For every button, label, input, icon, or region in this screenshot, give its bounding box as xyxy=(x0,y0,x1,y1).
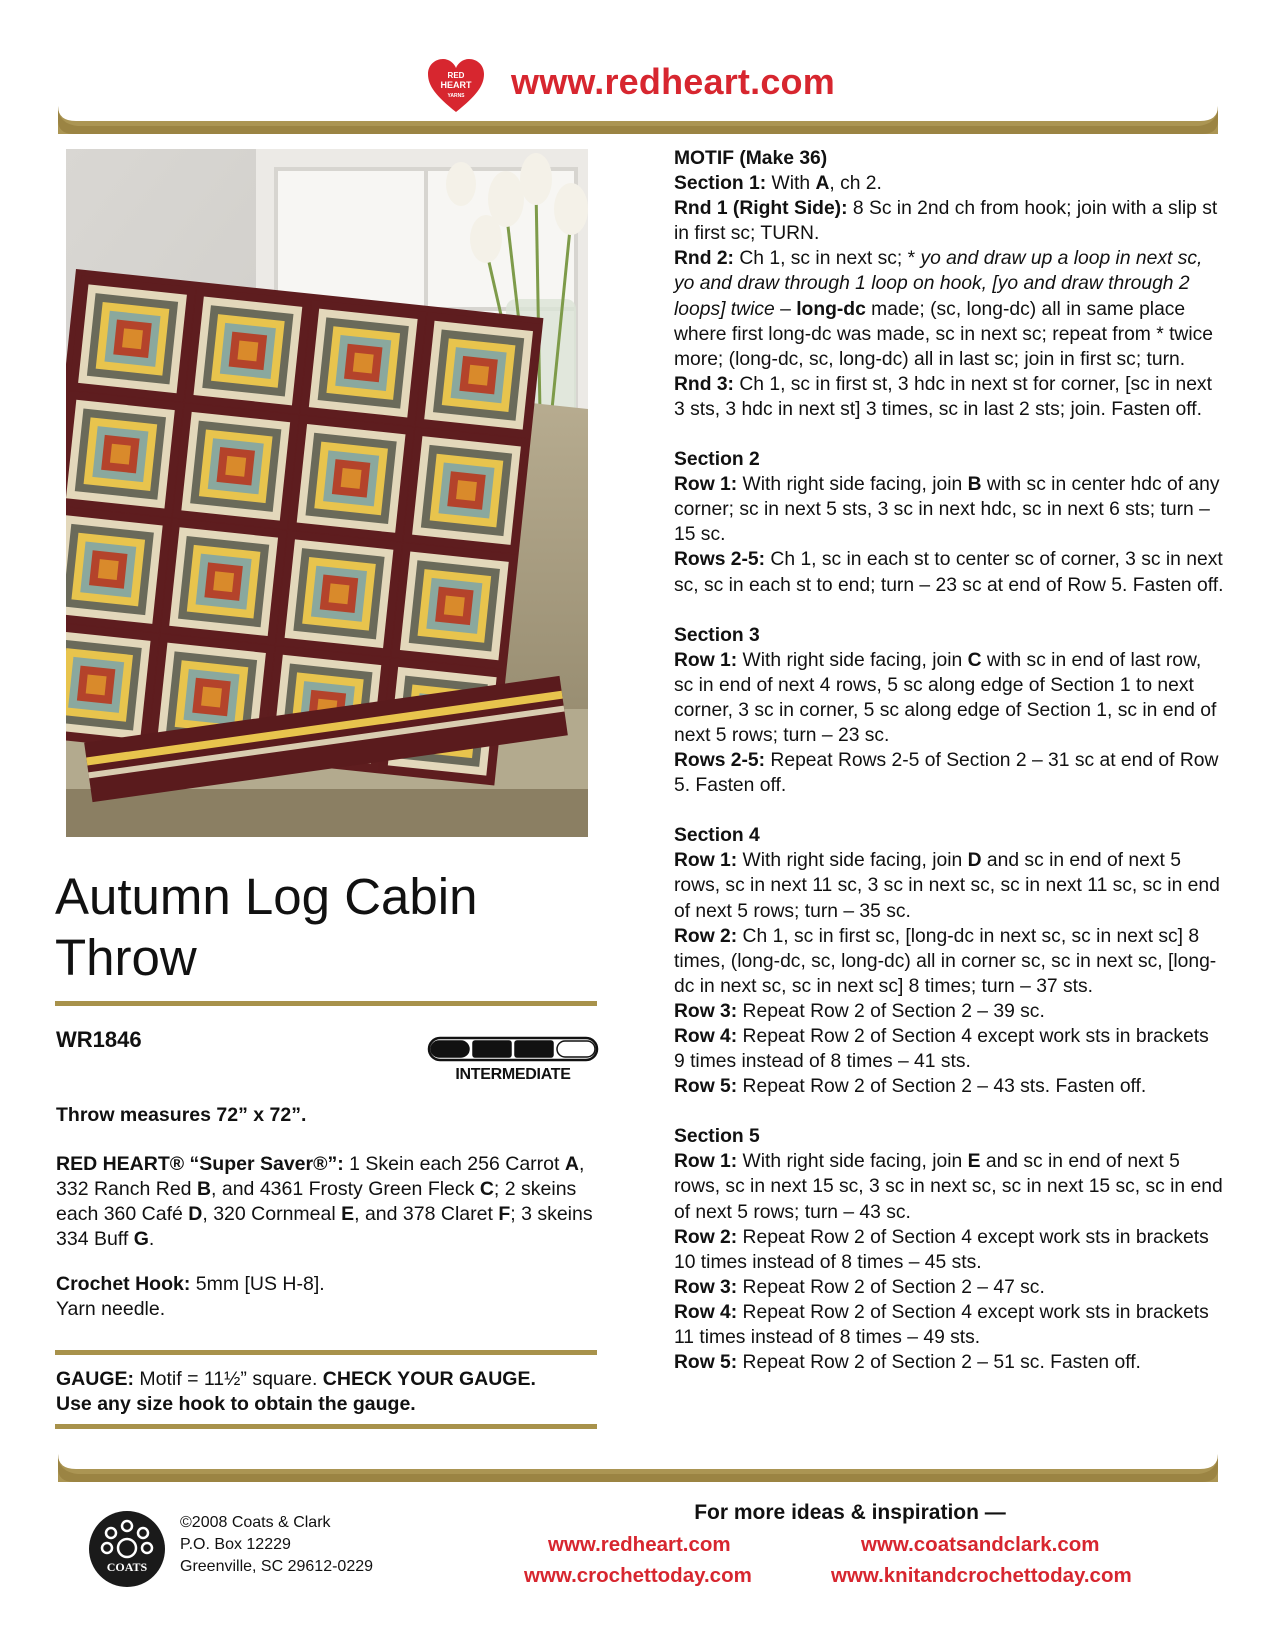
page-header xyxy=(0,0,1275,140)
pattern-title xyxy=(55,866,595,988)
photo-motif xyxy=(300,300,426,426)
photo-motif xyxy=(66,506,171,632)
throw-photo xyxy=(66,149,588,837)
rnd3: Rnd 3: Ch 1, sc in first st, 3 hdc in next st for corner, [sc in next 3 sts, 3 hdc in next st] 3 times, sc in last 2 sts; join. Fasten off. xyxy=(674,373,1212,420)
throw-size: Throw measures 72” x 72”. xyxy=(56,1104,307,1126)
s4-row2: Row 2: Ch 1, sc in first sc, [long-dc in next sc, sc in next sc] 8 times, (long-dc, sc, long-dc) all in corner sc, sc in next sc, [long-dc in next sc, sc in next sc] 8 times; turn – 37 sts. xyxy=(674,925,1217,997)
coats-logo xyxy=(88,1510,166,1588)
photo-motif xyxy=(66,622,159,748)
logo-text-red: RED xyxy=(447,71,465,80)
section1: Section 1: With A, ch 2. xyxy=(674,173,882,195)
footer-link-redheart[interactable]: www.redheart.com xyxy=(548,1533,731,1556)
footer-link-knitandcrochettoday[interactable]: www.knitandcrochettoday.com xyxy=(831,1564,1132,1587)
photo-motif xyxy=(66,391,184,517)
s3-rows2-5: Rows 2-5: Repeat Rows 2-5 of Section 2 – 31 sc at end of Row 5. Fasten off. xyxy=(674,750,1219,797)
instructions xyxy=(674,146,1224,1375)
photo-motif xyxy=(415,312,541,438)
s2-row1: Row 1: With right side facing, join B with sc in center hdc of any corner; sc in next 5 sts, 3 sc in next hdc, sc in next 6 sts; turn – 15 sc. xyxy=(674,474,1220,546)
logo-text-heart: HEART xyxy=(440,80,472,90)
section2-heading: Section 2 xyxy=(674,449,760,471)
pattern-number: WR1846 xyxy=(56,1027,142,1052)
site-url-link[interactable]: www.redheart.com xyxy=(511,61,835,102)
footer-link-coatsandclark[interactable]: www.coatsandclark.com xyxy=(861,1533,1100,1556)
s3-row1: Row 1: With right side facing, join C with sc in end of last row, sc in end of next 4 rows, 5 sc along edge of Section 1 to next corner, 3 sc in corner, 5 sc along edge of Section 1, sc in end of next 5 rows; turn – 23 sc. xyxy=(674,649,1217,746)
header-band xyxy=(56,104,1220,136)
gauge-bottom-rule xyxy=(55,1424,597,1429)
skill-segment xyxy=(515,1041,553,1057)
gauge-top-rule xyxy=(55,1350,597,1355)
s2-rows2-5: Rows 2-5: Ch 1, sc in each st to center sc of corner, 3 sc in next sc, sc in each st to end; turn – 23 sc at end of Row 5. Fasten off. xyxy=(674,549,1224,596)
gauge-box: GAUGE: Motif = 11½” square. CHECK YOUR GAUGE. Use any size hook to obtain the gauge. xyxy=(56,1368,536,1415)
rnd2: Rnd 2: Ch 1, sc in next sc; * yo and draw up a loop in next sc, yo and draw through 1 loop on hook, [yo and draw through 2 loops] twice – long-dc made; (sc, long-dc) all in same place where first long-dc was made, sc in next sc; repeat from * twice more; (long-dc, sc, long-dc) all in last sc; join in first sc; turn. xyxy=(674,248,1214,370)
hook-requirements: Crochet Hook: 5mm [US H-8]. Yarn needle. xyxy=(56,1273,325,1320)
coats-logo-text: COATS xyxy=(106,1560,148,1574)
footer-band xyxy=(56,1452,1220,1484)
skill-level-bars xyxy=(427,1036,599,1062)
skill-segment xyxy=(557,1041,595,1057)
photo-motif xyxy=(391,543,517,669)
yarn-requirements: RED HEART® “Super Saver®”: 1 Skein each 256 Carrot A, 332 Ranch Red B, and 4361 Frosty Green Fleck C; 2 skeins each 360 Café D, 320 Cornmeal E, and 378 Claret F; 3 skeins 334 Buff G. xyxy=(56,1153,593,1250)
skill-level-indicator xyxy=(427,1036,599,1083)
photo-motif xyxy=(403,427,529,553)
logo-text-yarns: YARNS xyxy=(447,93,465,99)
photo-motif xyxy=(185,288,311,414)
company-address: ©2008 Coats & Clark P.O. Box 12229 Greenville, SC 29612-0229 xyxy=(180,1514,374,1575)
pattern-title-line1: Autumn Log Cabin xyxy=(55,868,478,925)
photo-motif xyxy=(69,276,195,402)
photo-motif xyxy=(276,531,402,657)
s5-row4: Row 4: Repeat Row 2 of Section 4 except work sts in brackets 11 times instead of 8 times – 49 sts. xyxy=(674,1301,1209,1349)
divider-rule xyxy=(55,1001,597,1006)
section5-heading: Section 5 xyxy=(674,1126,760,1148)
photo-motif xyxy=(160,518,286,644)
skill-level-label: INTERMEDIATE xyxy=(455,1066,571,1083)
s4-row5: Row 5: Repeat Row 2 of Section 2 – 43 sts. Fasten off. xyxy=(674,1076,1147,1098)
s4-row4: Row 4: Repeat Row 2 of Section 4 except work sts in brackets 9 times instead of 8 times – 41 sts. xyxy=(674,1026,1209,1073)
s5-row5: Row 5: Repeat Row 2 of Section 2 – 51 sc. Fasten off. xyxy=(674,1352,1141,1374)
s5-row1: Row 1: With right side facing, join E and sc in end of next 5 rows, sc in next 15 sc, 3 sc in next sc, sc in next 15 sc, sc in end of next 5 rows; turn – 43 sc. xyxy=(674,1151,1223,1223)
rnd1: Rnd 1 (Right Side): 8 Sc in 2nd ch from hook; join with a slip st in first sc; TURN. xyxy=(674,198,1218,245)
section4-heading: Section 4 xyxy=(674,825,760,847)
s5-row2: Row 2: Repeat Row 2 of Section 4 except work sts in brackets 10 times instead of 8 times – 45 sts. xyxy=(674,1226,1209,1273)
s4-row3: Row 3: Repeat Row 2 of Section 2 – 39 sc. xyxy=(674,1000,1045,1022)
s5-row3: Row 3: Repeat Row 2 of Section 2 – 47 sc. xyxy=(674,1276,1045,1298)
photo-motif xyxy=(288,415,414,541)
section3-heading: Section 3 xyxy=(674,624,760,646)
s4-row1: Row 1: With right side facing, join D and sc in end of next 5 rows, sc in next 11 sc, 3 sc in next sc, sc in next 11 sc, sc in end of next 5 rows; turn – 35 sc. xyxy=(674,850,1220,922)
pattern-title-line2: Throw xyxy=(55,929,197,986)
motif-heading: MOTIF (Make 36) xyxy=(674,148,828,169)
photo-motif xyxy=(173,403,299,529)
footer-link-crochettoday[interactable]: www.crochettoday.com xyxy=(524,1564,752,1587)
skill-segment xyxy=(473,1041,511,1057)
skill-segment xyxy=(431,1041,469,1057)
footer-heading: For more ideas & inspiration — xyxy=(694,1501,1006,1524)
